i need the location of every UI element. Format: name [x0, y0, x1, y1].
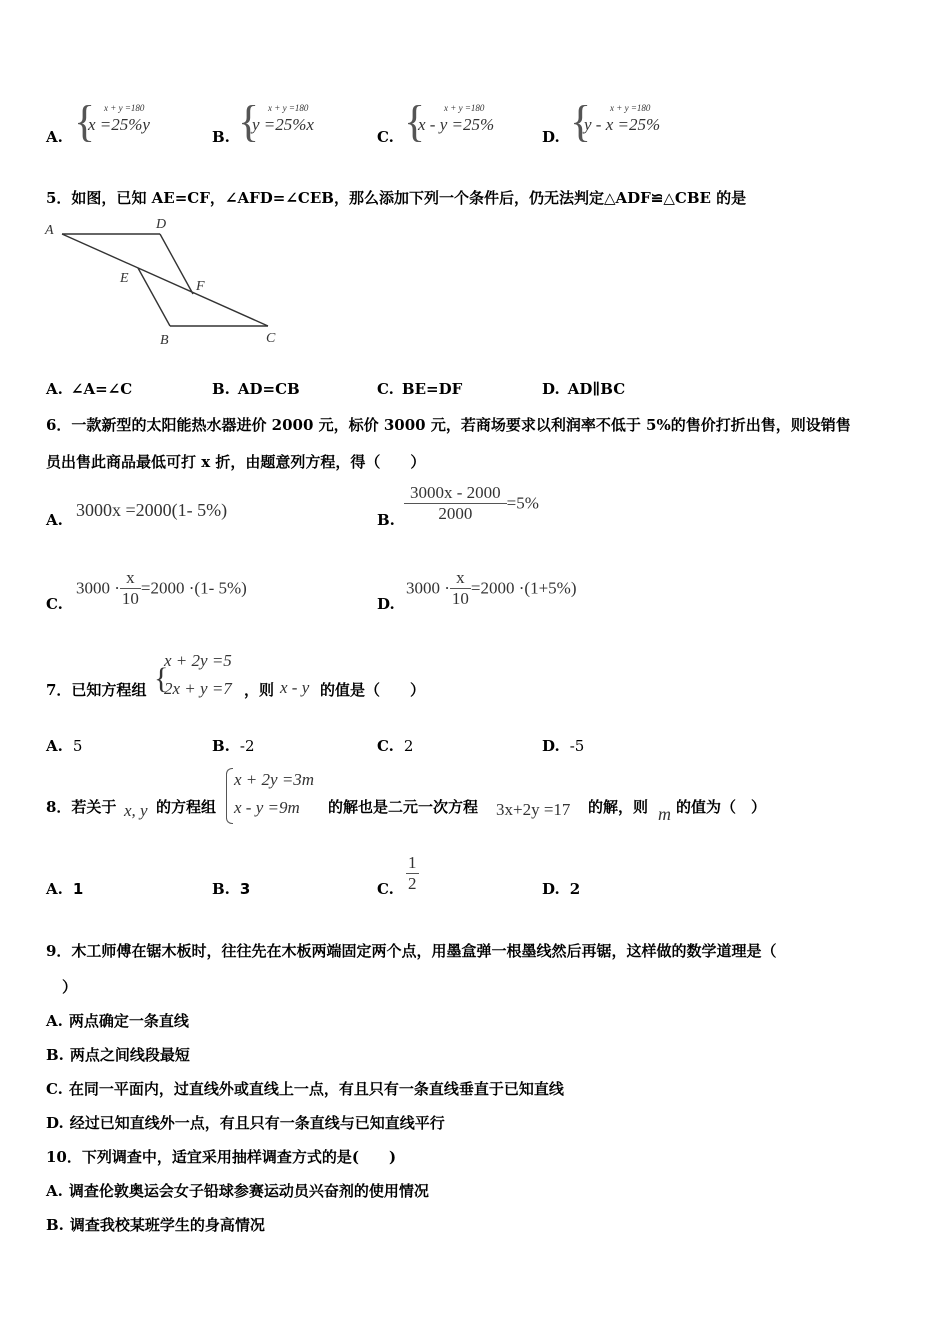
- q7-option-d: -5: [569, 737, 585, 755]
- q6-option-c-numerator: x: [120, 568, 141, 589]
- q5-stem: 5．如图，已知 AE=CF，∠AFD=∠CEB，那么添加下列一个条件后，仍无法判定△ADF≌△CBE 的是: [46, 189, 747, 207]
- q4-option-a-eq2: x =25%y: [88, 115, 150, 134]
- q5-option-a-label: A.: [46, 380, 63, 398]
- point-a-label: A: [45, 223, 54, 238]
- q10-option-a-label: A.: [46, 1182, 63, 1200]
- q6-option-d-pre: 3000 ·: [406, 578, 450, 598]
- q4-option-c-eq1: x + y =180: [444, 103, 485, 113]
- q9-stem-line2: ）: [62, 978, 78, 996]
- q8-mid1: 的方程组: [156, 798, 217, 816]
- point-d-label: D: [156, 217, 167, 232]
- q7-expr: x - y: [280, 678, 310, 697]
- q7-suffix: 的值是（ ）: [320, 681, 426, 699]
- brace-icon: [226, 768, 233, 824]
- q8-option-b: 3: [239, 880, 251, 898]
- q9-option-a-label: A.: [46, 1012, 63, 1030]
- q6-stem-line2: 员出售此商品最低可打 x 折，由题意列方程，得（ ）: [46, 453, 426, 471]
- q7-eq1: x + 2y =5: [164, 651, 232, 670]
- q8-option-c-numerator: 1: [408, 853, 417, 872]
- q8-mid3: 的解，则: [588, 798, 649, 816]
- point-f-label: F: [196, 279, 205, 294]
- q8-suffix: 的值为（ ）: [676, 798, 767, 816]
- q9-option-b: 两点之间线段最短: [69, 1046, 190, 1064]
- q10-stem: 10．下列调查中，适宜采用抽样调查方式的是( ): [46, 1148, 397, 1166]
- point-c-label: C: [266, 331, 276, 346]
- q10-option-b: 调查我校某班学生的身高情况: [69, 1216, 265, 1234]
- q7-option-c: 2: [403, 737, 414, 755]
- q8-vars: x, y: [124, 801, 148, 820]
- q8-option-c-denominator: 2: [408, 874, 417, 893]
- brace-icon: {: [74, 97, 96, 146]
- q8-mid2: 的解也是二元一次方程: [328, 798, 479, 816]
- q9-option-a: 两点确定一条直线: [68, 1012, 189, 1030]
- point-b-label: B: [160, 333, 169, 348]
- q8-option-b-label: B.: [212, 880, 230, 898]
- q7-option-d-label: D.: [542, 737, 560, 755]
- q4-option-d-eq1: x + y =180: [610, 103, 651, 113]
- q6-option-c-expr: [76, 568, 247, 609]
- q7-option-b-label: B.: [212, 737, 230, 755]
- q8-option-a: 1: [72, 880, 84, 898]
- q5-option-b: AD=CB: [237, 380, 300, 398]
- q5-option-c-label: C.: [377, 380, 394, 398]
- q8-m: m: [658, 804, 671, 824]
- q4-option-a-label: A.: [46, 128, 63, 146]
- q4-option-d-label: D.: [542, 128, 560, 146]
- q8-eq1: x + 2y =3m: [234, 770, 315, 789]
- brace-icon: {: [404, 97, 426, 146]
- q4-option-b-label: B.: [212, 128, 230, 146]
- q6-option-d-denominator: 10: [451, 589, 469, 608]
- q7-mid: ，则: [244, 681, 275, 699]
- brace-icon: {: [238, 97, 260, 146]
- q6-option-c-label: C.: [46, 595, 63, 613]
- q7-option-b: -2: [239, 737, 255, 755]
- q6-option-b-numerator: 3000x - 2000: [404, 483, 507, 504]
- q10-option-b-label: B.: [46, 1216, 64, 1234]
- q6-option-d-post: =2000 ·(1+5%): [470, 578, 577, 598]
- q4-option-c-eq2: x - y =25%: [418, 115, 495, 134]
- q8-option-c-label: C.: [377, 880, 394, 898]
- q9-option-c-label: C.: [46, 1080, 63, 1098]
- q6-option-d-label: D.: [377, 595, 395, 613]
- q4-option-b-eq2: y =25%x: [252, 115, 314, 134]
- q5-figure: [40, 212, 290, 352]
- q7-eq2: 2x + y =7: [164, 679, 232, 698]
- q4-option-a-eq1: x + y =180: [104, 103, 145, 113]
- q4-option-c-label: C.: [377, 128, 394, 146]
- q7-option-a: 5: [72, 737, 83, 755]
- q5-option-d-label: D.: [542, 380, 560, 398]
- q8-option-c: [406, 853, 419, 894]
- q6-option-b-expr: [404, 483, 539, 524]
- q8-option-d-label: D.: [542, 880, 560, 898]
- q8-eq3: 3x+2y =17: [496, 800, 571, 819]
- q6-option-b-denominator: 2000: [438, 504, 473, 523]
- point-e-label: E: [120, 271, 129, 286]
- q6-option-a-label: A.: [46, 511, 63, 529]
- q5-option-a: ∠A=∠C: [70, 380, 133, 398]
- q7-option-c-label: C.: [377, 737, 394, 755]
- q6-option-d-numerator: x: [450, 568, 471, 589]
- q6-option-b-rhs: =5%: [506, 493, 539, 513]
- q7-option-a-label: A.: [46, 737, 63, 755]
- q9-option-d: 经过已知直线外一点，有且只有一条直线与已知直线平行: [69, 1114, 445, 1132]
- q9-option-b-label: B.: [46, 1046, 64, 1064]
- q6-option-b-label: B.: [377, 511, 395, 529]
- q10-option-a: 调查伦敦奥运会女子铅球参赛运动员兴奋剂的使用情况: [68, 1182, 429, 1200]
- q8-eq2: x - y =9m: [234, 798, 300, 817]
- q7-prefix: 7．已知方程组: [46, 681, 147, 699]
- q6-stem-line1: 6．一款新型的太阳能热水器进价 2000 元，标价 3000 元，若商场要求以利润率不低于 5%的售价打折出售，则设销售: [46, 416, 851, 434]
- q5-option-c: BE=DF: [401, 380, 463, 398]
- q8-option-a-label: A.: [46, 880, 63, 898]
- brace-icon: {: [154, 662, 169, 695]
- q5-option-b-label: B.: [212, 380, 230, 398]
- segment-eb: [138, 268, 170, 326]
- q6-option-c-pre: 3000 ·: [76, 578, 120, 598]
- q9-option-d-label: D.: [46, 1114, 64, 1132]
- brace-icon: {: [570, 97, 592, 146]
- q8-option-d: 2: [569, 880, 581, 898]
- q9-stem-line1: 9．木工师傅在锯木板时，往往先在木板两端固定两个点，用墨盒弹一根墨线然后再锯，这样做的数学道理是（: [46, 942, 777, 960]
- q8-prefix: 8．若关于: [46, 798, 117, 816]
- q6-option-a-expr: 3000x =2000(1- 5%): [76, 500, 228, 520]
- q4-option-d-eq2: y - x =25%: [584, 115, 661, 134]
- q5-option-d: AD∥BC: [567, 380, 626, 398]
- q6-option-d-expr: [406, 568, 577, 609]
- segment-ac: [62, 234, 268, 326]
- q6-option-c-denominator: 10: [121, 589, 139, 608]
- q6-option-c-post: =2000 ·(1- 5%): [140, 578, 247, 598]
- q9-option-c: 在同一平面内，过直线外或直线上一点，有且只有一条直线垂直于已知直线: [68, 1080, 564, 1098]
- q4-option-b-eq1: x + y =180: [268, 103, 309, 113]
